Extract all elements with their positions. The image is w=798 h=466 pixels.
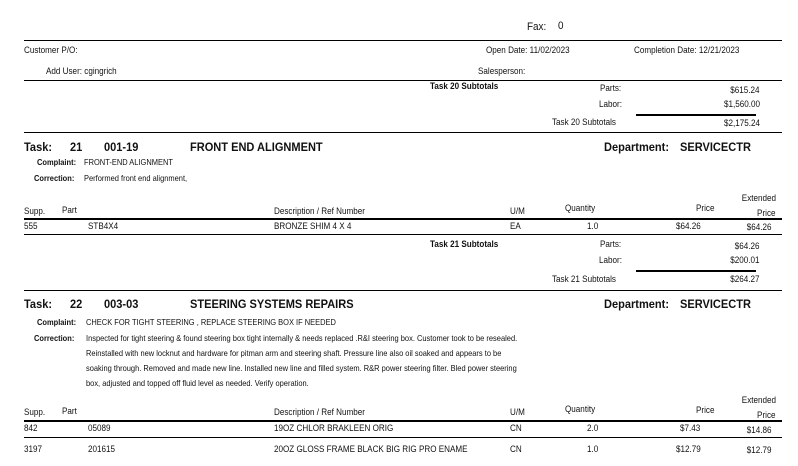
task22-correction-line-4: box, adjusted and topped off fluid level as needed. Verify operation. <box>86 378 309 388</box>
row-qty: 2.0 <box>587 423 599 433</box>
task22-complaint-label: Complaint: <box>37 317 77 327</box>
task22-dept: SERVICECTR <box>680 297 751 311</box>
task22-correction-label: Correction: <box>34 333 75 343</box>
task21-divider <box>24 290 782 291</box>
task21-col-part: Part <box>62 205 77 215</box>
task22-col-qty: Quantity <box>565 404 596 414</box>
row-ext: $12.79 <box>747 445 772 455</box>
task21-table-rule <box>24 218 782 220</box>
completion-date: Completion Date: 12/21/2023 <box>634 45 740 55</box>
row-qty: 1.0 <box>587 221 599 231</box>
task22-col-um: U/M <box>510 407 525 417</box>
task20-subtotals-title: Task 20 Subtotals <box>430 81 499 91</box>
task22-dept-label: Department: <box>604 297 670 311</box>
row-part: 05089 <box>88 423 111 433</box>
task21-row-rule <box>24 234 782 235</box>
task20-divider <box>24 132 782 133</box>
task22-col-ext2: Price <box>757 410 776 420</box>
task21-total-rule <box>636 270 756 272</box>
task21-subtotals-title: Task 21 Subtotals <box>430 239 499 249</box>
task21-total-label: Task 21 Subtotals <box>552 274 616 284</box>
task22-col-ext1: Extended <box>741 395 776 405</box>
task21-col-um: U/M <box>510 206 525 216</box>
task21-complaint-label: Complaint: <box>37 157 77 167</box>
row-supp: 3197 <box>24 444 43 454</box>
row-part: 201615 <box>88 444 116 454</box>
task22-correction-line-2: Reinstalled with new locknut and hardware for pitman arm and steering shaft. Pressure line also oil soaked and appears to be <box>86 348 502 358</box>
task22-col-desc: Description / Ref Number <box>274 407 365 417</box>
row-desc: BRONZE SHIM 4 X 4 <box>274 221 352 231</box>
task21-number: 21 <box>70 140 83 154</box>
task21-name: FRONT END ALIGNMENT <box>190 140 323 154</box>
task21-dept: SERVICECTR <box>680 140 751 154</box>
task22-col-price: Price <box>696 405 715 415</box>
task20-total-value: $2,175.24 <box>723 118 760 128</box>
task21-col-price: Price <box>696 203 715 213</box>
task20-parts-value: $615.24 <box>730 85 760 95</box>
task21-parts-label: Parts: <box>600 239 622 249</box>
task20-labor-value: $1,560.00 <box>723 99 760 109</box>
task21-dept-label: Department: <box>604 140 670 154</box>
open-date: Open Date: 11/02/2023 <box>486 45 570 55</box>
task21-labor-label: Labor: <box>599 255 622 265</box>
task21-col-ext2: Price <box>757 208 776 218</box>
task22-row-rule <box>24 437 782 438</box>
row-um: CN <box>510 444 522 454</box>
customer-po-label: Customer P/O: <box>24 45 78 55</box>
task21-col-desc: Description / Ref Number <box>274 206 365 216</box>
row-um: EA <box>510 221 521 231</box>
row-supp: 555 <box>24 221 38 231</box>
task20-labor-label: Labor: <box>599 99 622 109</box>
task21-col-ext1: Extended <box>741 193 776 203</box>
row-ext: $14.86 <box>747 425 772 435</box>
header-divider-2 <box>24 80 782 81</box>
task21-correction: Performed front end alignment, <box>84 173 188 183</box>
task22-col-supp: Supp. <box>24 407 46 417</box>
fax-label: Fax: <box>527 21 547 33</box>
task22-code: 003-03 <box>104 297 139 311</box>
salesperson-label: Salesperson: <box>478 66 526 76</box>
task22-name: STEERING SYSTEMS REPAIRS <box>190 297 354 311</box>
task21-correction-label: Correction: <box>34 173 75 183</box>
task22-correction-line-1: Inspected for tight steering & found steering box tight internally & needs replaced .R&I steering box. Customer took to be resealed. <box>86 333 518 343</box>
task22-label: Task: <box>24 297 53 311</box>
task22-complaint: CHECK FOR TIGHT STEERING , REPLACE STEERING BOX IF NEEDED <box>86 317 336 327</box>
fax-value: 0 <box>558 20 564 32</box>
row-part: STB4X4 <box>88 221 119 231</box>
task22-number: 22 <box>70 297 83 311</box>
task21-label: Task: <box>24 140 53 154</box>
task21-col-qty: Quantity <box>565 203 596 213</box>
task21-parts-value: $64.26 <box>735 241 760 251</box>
task22-correction-line-3: soaking through. Removed and made new line. Installed new line and filled system. R&R power steering filter. Bled power steering <box>86 363 517 373</box>
task20-total-rule <box>636 114 756 116</box>
task21-total-value: $264.27 <box>730 274 760 284</box>
row-desc: 19OZ CHLOR BRAKLEEN ORIG <box>274 423 394 433</box>
row-price: $12.79 <box>676 444 701 454</box>
task21-complaint: FRONT-END ALIGNMENT <box>84 157 173 167</box>
row-um: CN <box>510 423 522 433</box>
row-supp: 842 <box>24 423 38 433</box>
task21-labor-value: $200.01 <box>730 255 760 265</box>
add-user: Add User: cgingrich <box>46 66 117 76</box>
row-desc: 20OZ GLOSS FRAME BLACK BIG RIG PRO ENAME <box>274 444 468 454</box>
task22-col-part: Part <box>62 406 77 416</box>
task21-code: 001-19 <box>104 140 139 154</box>
task20-total-label: Task 20 Subtotals <box>552 117 616 127</box>
row-ext: $64.26 <box>747 222 772 232</box>
task22-table-rule <box>24 420 782 422</box>
row-price: $64.26 <box>676 221 701 231</box>
task21-col-supp: Supp. <box>24 206 46 216</box>
row-price: $7.43 <box>680 423 701 433</box>
task20-parts-label: Parts: <box>600 83 622 93</box>
row-qty: 1.0 <box>587 444 599 454</box>
header-divider <box>24 40 782 41</box>
